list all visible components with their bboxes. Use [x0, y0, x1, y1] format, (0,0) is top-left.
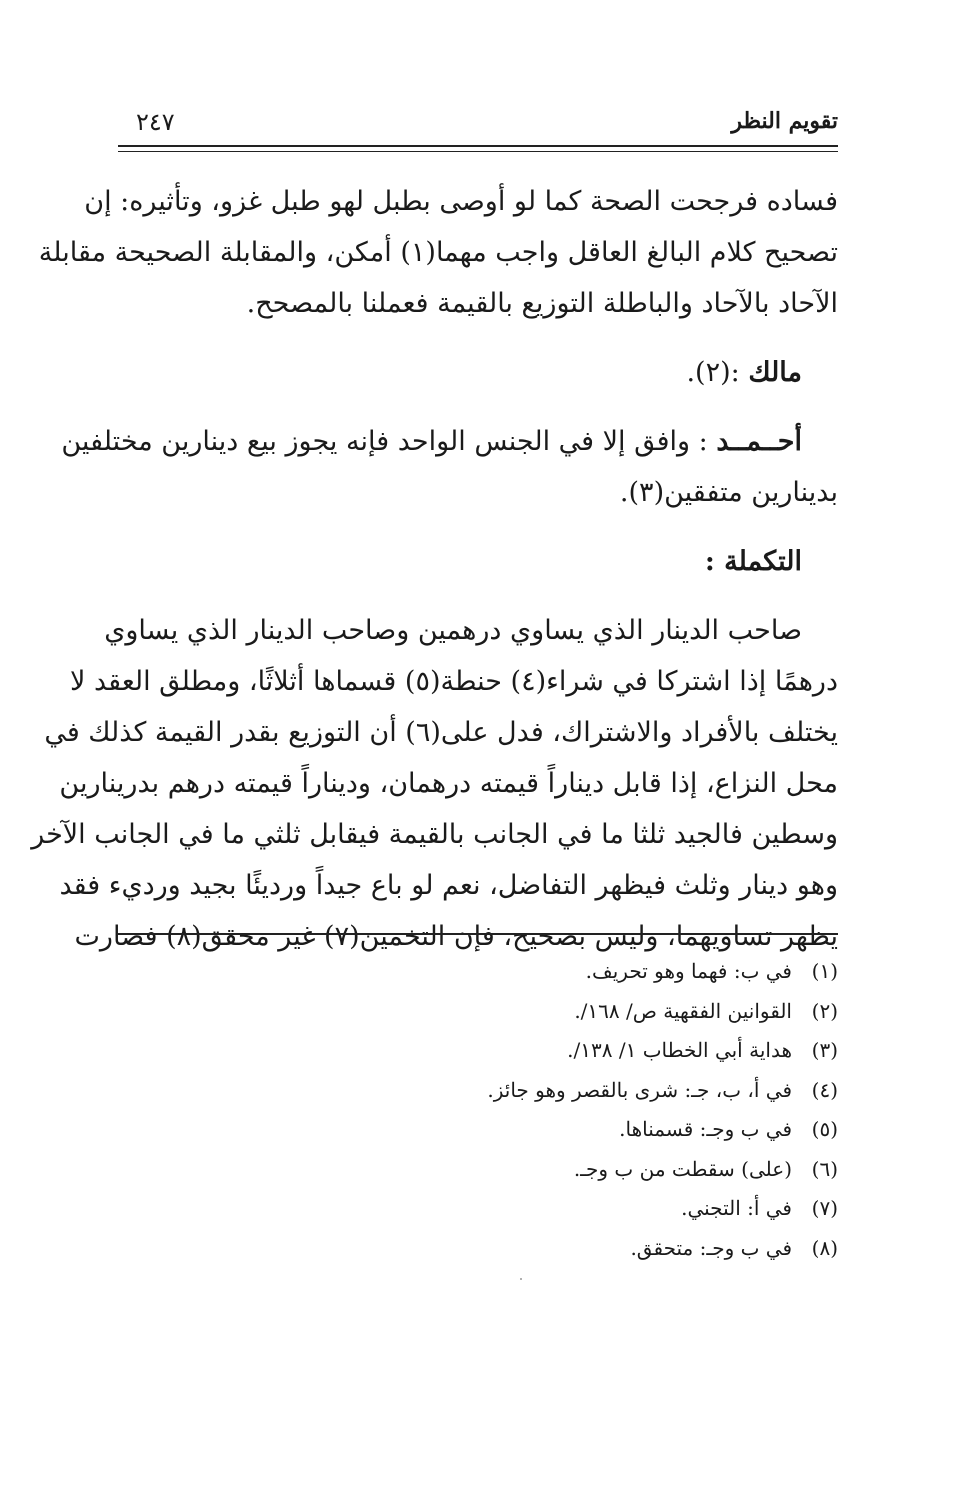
footnote-number: (٦) — [811, 1156, 838, 1181]
ahmad-paragraph — [61, 416, 838, 467]
page-header — [118, 108, 838, 142]
ahmad-text: : وافق إلا في الجنس الواحد فإنه يجوز بيع دينارين مختلفين — [61, 426, 708, 457]
text-line: وهو دينار وثلث فيظهر التفاضل، نعم لو باع جيداً ورديئًا بجيد ورديء فقد — [59, 870, 838, 901]
text-line: يختلف بالأفراد والاشتراك، فدل على(٦) أن التوزيع بقدر القيمة كذلك في — [44, 717, 838, 748]
footnote-number: (١) — [811, 959, 838, 983]
footnote-number: (٢) — [811, 998, 838, 1023]
section-title: التكملة : — [704, 546, 802, 577]
text-line: محل النزاع، إذا قابل ديناراً قيمته درهمان، وديناراً قيمته درهم بدرينارين — [59, 768, 838, 799]
footnote-text: القوانين الفقهية ص/ ١٦٨/. — [574, 998, 792, 1023]
text-line: وسطين فالجيد ثلثا ما في الجانب بالقيمة فيقابل ثلثي ما في الجانب الآخر — [31, 819, 838, 850]
footnote — [118, 1229, 838, 1269]
footnote-text: في ب وجـ: متحقق. — [630, 1235, 792, 1260]
malik-label: مالك — [748, 357, 802, 388]
text-line: درهمًا إذا اشتركا في شراء(٤) حنطة(٥) قسماها أثلاثًا، ومطلق العقد لا — [70, 666, 838, 697]
running-title: تقويم النظر — [731, 108, 838, 134]
header-rule — [118, 145, 838, 147]
footnote-number: (٣) — [811, 1038, 838, 1062]
malik-paragraph — [118, 347, 838, 398]
text-line: بدينارين متفقين(٣). — [619, 477, 838, 508]
footnote-text: في أ: التجني. — [681, 1196, 792, 1220]
text-line: يظهر تساويهما، وليس بصحيح، فإن التخمين(٧) غير محقق(٨) فصارت — [74, 921, 838, 952]
text-line: صاحب الدينار الذي يساوي درهمين وصاحب الدينار الذي يساوي — [104, 615, 802, 646]
page-number: ٢٤٧ — [136, 108, 175, 136]
ahmad-label: أحــمــد — [716, 426, 802, 457]
footnote — [118, 1071, 838, 1111]
malik-text: :(٢). — [686, 357, 740, 388]
footnote-number: (٨) — [811, 1235, 838, 1260]
footnote-text: (على) سقطت من ب وجـ. — [573, 1156, 792, 1181]
footnotes — [118, 952, 838, 1268]
footnote — [118, 952, 838, 992]
footnote — [118, 1031, 838, 1071]
footnote-text: في ب: فهما وهو تحريف. — [585, 959, 792, 983]
scan-speck — [520, 1278, 522, 1280]
footnote-rule — [118, 933, 838, 935]
footnote-text: في ب وجـ: قسمناها. — [619, 1117, 792, 1141]
footnote-text: في أ، ب، جـ: شرى بالقصر وهو جائز. — [487, 1077, 792, 1102]
text-line: فساده فرجحت الصحة كما لو أوصى بطبل لهو طبل غزو، وتأثيره: إن — [84, 186, 838, 217]
footnote — [118, 992, 838, 1032]
footnote — [118, 1150, 838, 1190]
footnote — [118, 1189, 838, 1229]
footnote-number: (٥) — [811, 1117, 838, 1141]
header-rule-thin — [118, 151, 838, 152]
footnote-number: (٧) — [811, 1196, 838, 1220]
footnote-text: هداية أبي الخطاب ١/ ١٣٨/. — [567, 1038, 792, 1062]
footnote — [118, 1110, 838, 1150]
main-text — [31, 176, 838, 962]
footnote-number: (٤) — [811, 1077, 838, 1102]
text-line: الآحاد بالآحاد والباطلة التوزيع بالقيمة فعملنا بالمصحح. — [246, 288, 838, 319]
text-line: تصحيح كلام البالغ العاقل واجب مهما(١) أمكن، والمقابلة الصحيحة مقابلة — [38, 237, 838, 268]
